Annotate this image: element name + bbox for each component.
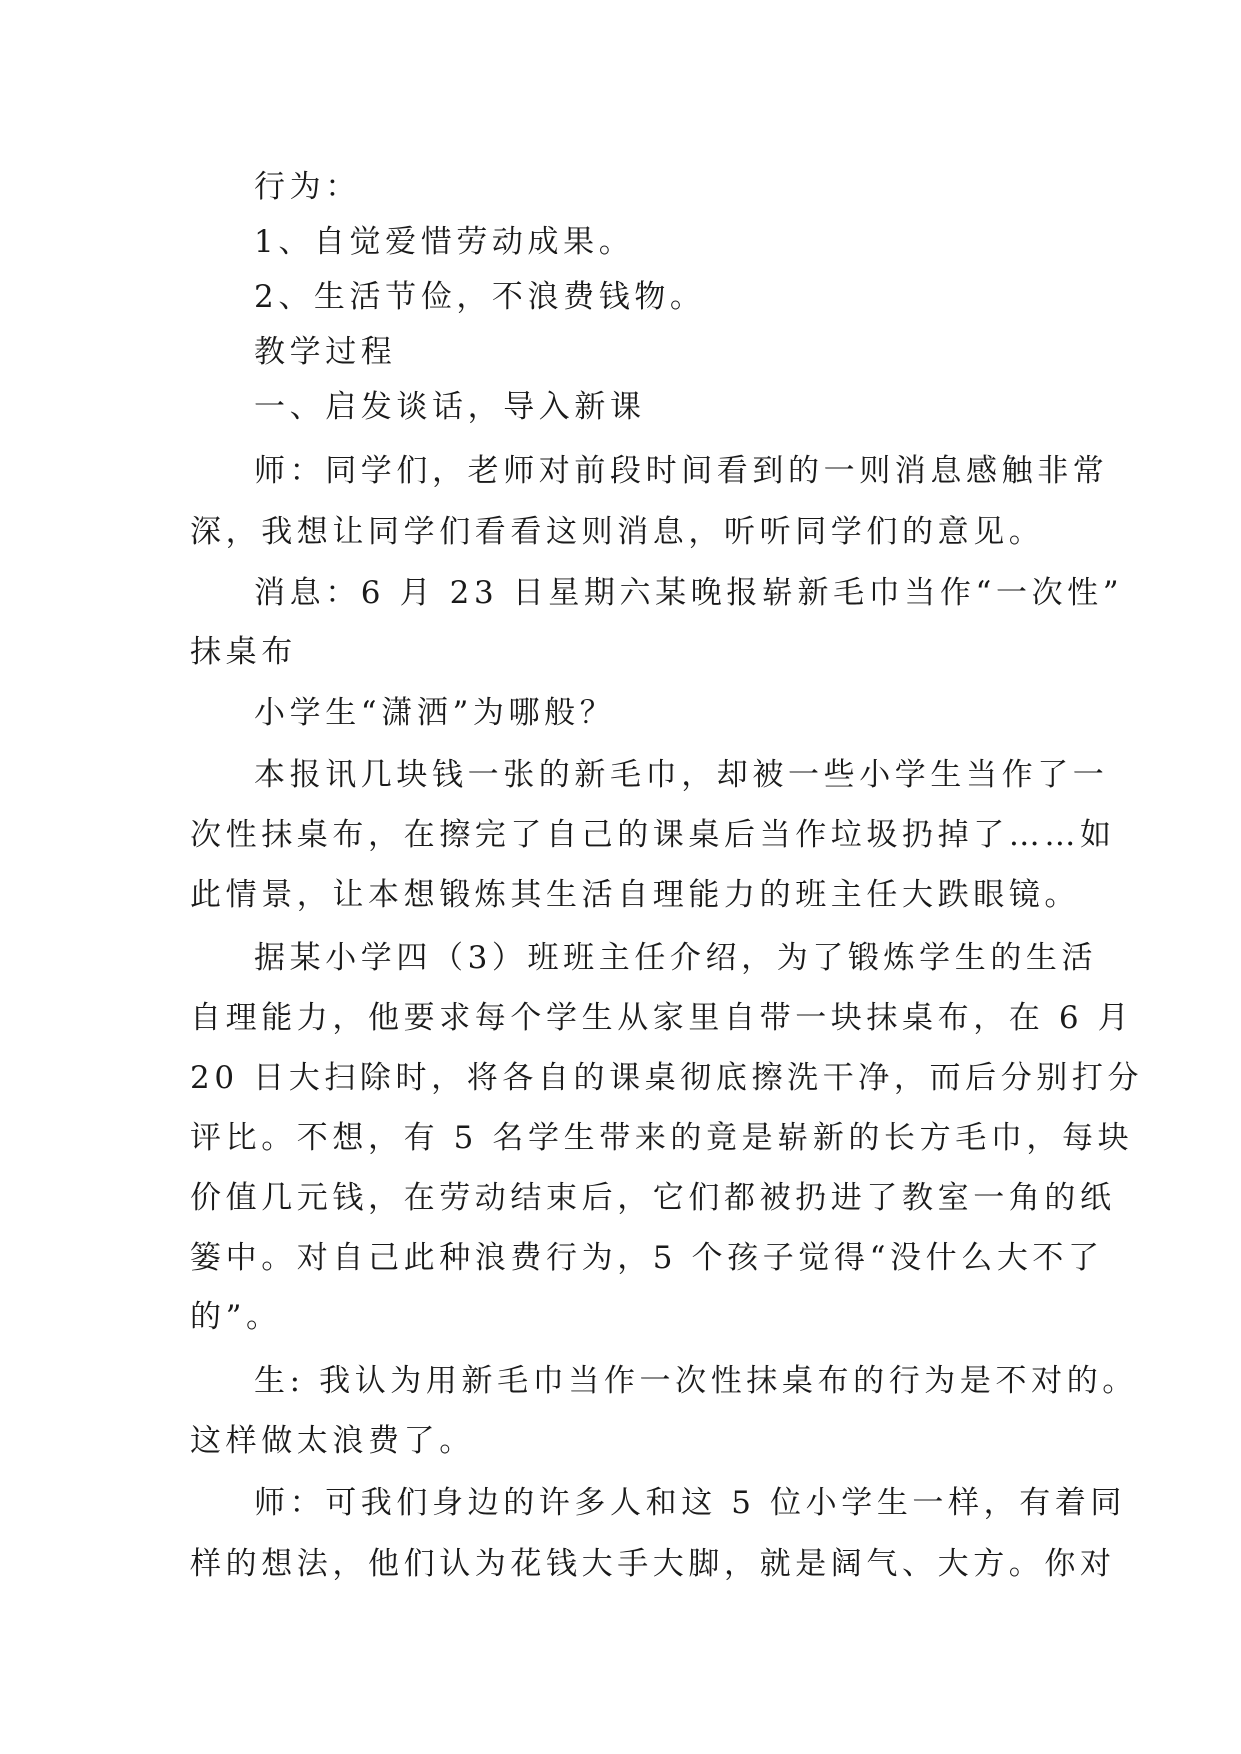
text-line: 深，我想让同学们看看这则消息，听听同学们的意见。: [190, 514, 1045, 550]
section-heading: 一、启发谈话，导入新课: [254, 389, 646, 425]
text-line: 篓中。对自己此种浪费行为，5 个孩子觉得“没什么大不了: [190, 1240, 1104, 1276]
text-line: 据某小学四（3）班班主任介绍，为了锻炼学生的生活: [254, 940, 1098, 976]
text-line: 2、生活节俭，不浪费钱物。: [254, 279, 706, 315]
text-line: 消息：6 月 23 日星期六某晚报崭新毛巾当作“一次性”: [254, 575, 1124, 611]
text-line: 生: 我认为用新毛巾当作一次性抹桌布的行为是不对的。: [254, 1363, 1138, 1399]
text-line: 师：可我们身边的许多人和这 5 位小学生一样，有着同: [254, 1485, 1127, 1521]
text-line: 1、自觉爱惜劳动成果。: [254, 224, 635, 260]
text-line: 这样做太浪费了。: [190, 1423, 475, 1459]
section-heading: 教学过程: [254, 334, 397, 370]
text-line: 抹桌布: [190, 634, 297, 670]
text-line: 价值几元钱，在劳动结束后，它们都被扔进了教室一角的纸: [190, 1180, 1116, 1216]
text-line: 20 日大扫除时，将各自的课桌彻底擦洗干净，而后分别打分: [190, 1060, 1144, 1096]
text-line: 师：同学们，老师对前段时间看到的一则消息感触非常: [254, 453, 1109, 489]
text-line: 样的想法，他们认为花钱大手大脚，就是阔气、大方。你对: [190, 1546, 1116, 1582]
text-line: 小学生“潇洒”为哪般？: [254, 695, 616, 731]
text-line: 评比。不想，有 5 名学生带来的竟是崭新的长方毛巾，每块: [190, 1120, 1134, 1156]
text-line: 此情景，让本想锻炼其生活自理能力的班主任大跌眼镜。: [190, 877, 1080, 913]
text-line: 本报讯几块钱一张的新毛巾，却被一些小学生当作了一: [254, 757, 1109, 793]
text-line: 自理能力，他要求每个学生从家里自带一块抹桌布，在 6 月: [190, 1000, 1134, 1036]
text-line: 行为：: [254, 169, 361, 205]
text-line: 的”。: [190, 1299, 282, 1335]
text-line: 次性抹桌布，在擦完了自己的课桌后当作垃圾扔掉了……如: [190, 817, 1116, 853]
